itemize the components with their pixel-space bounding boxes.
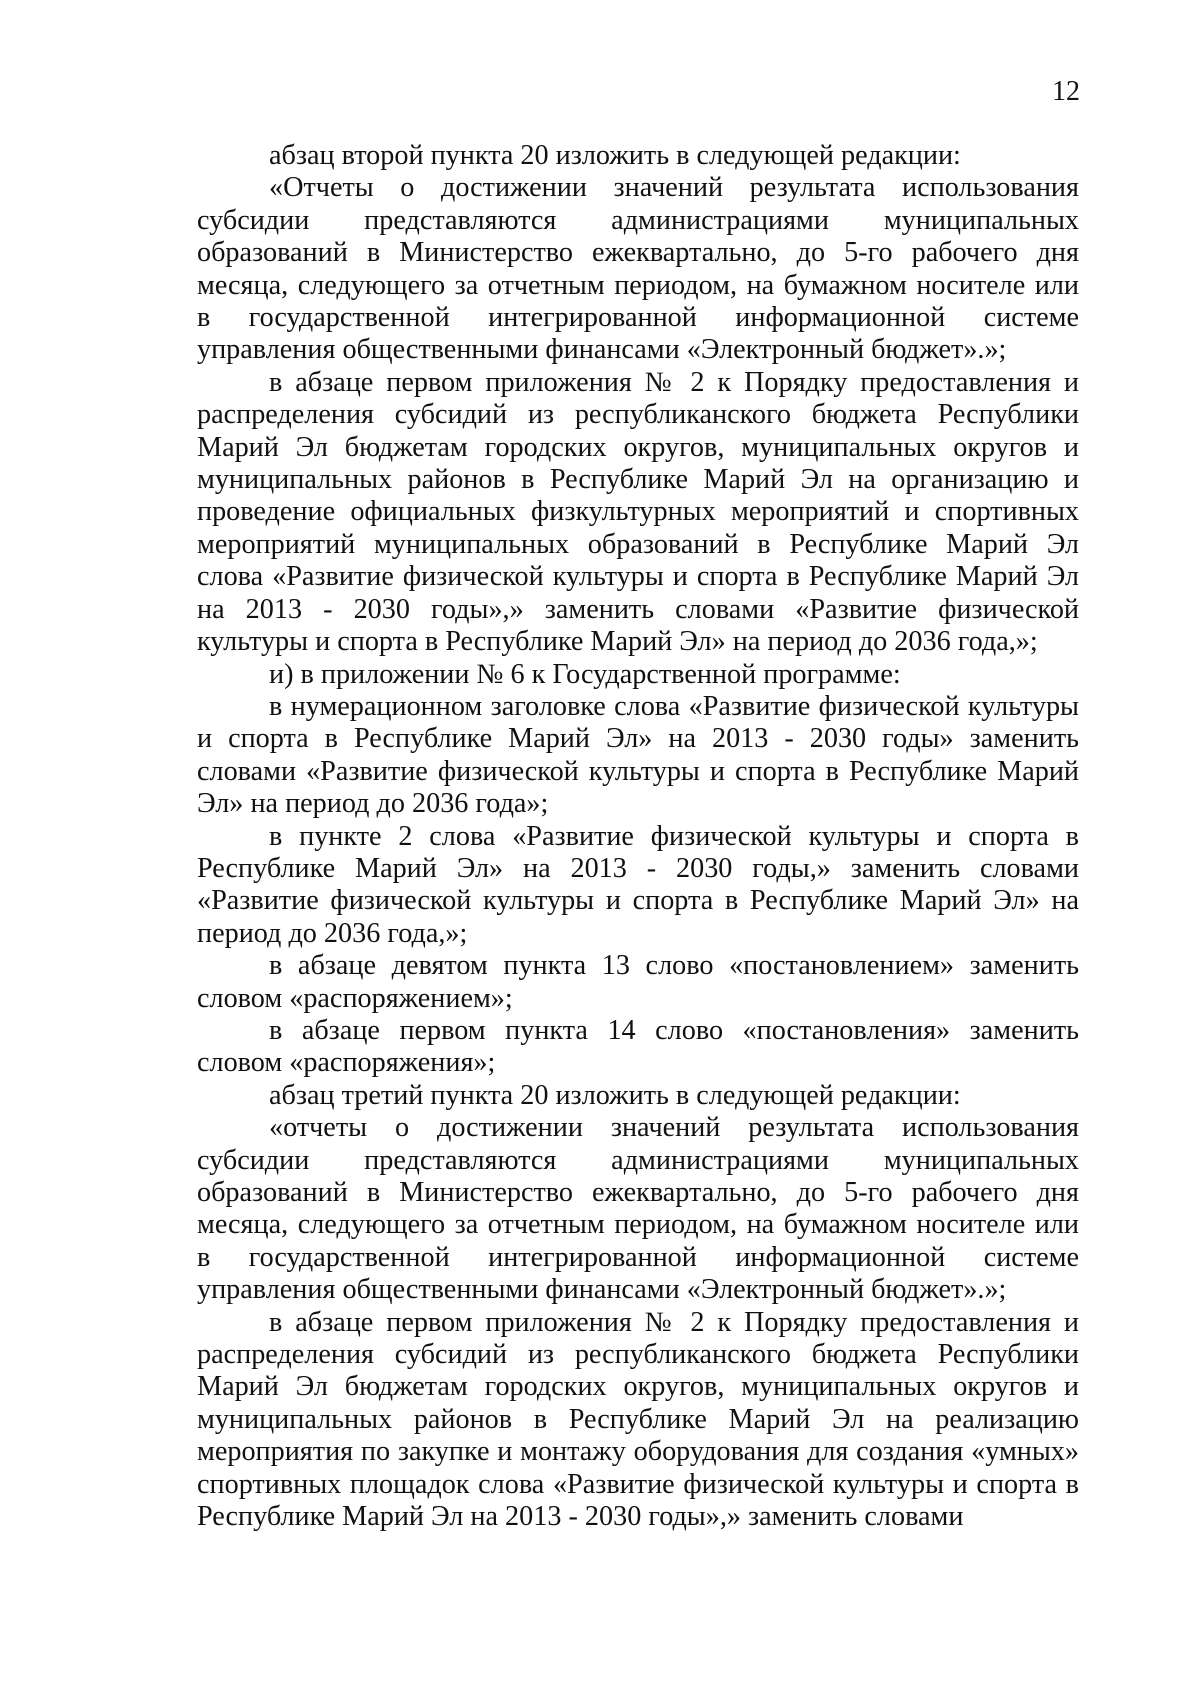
paragraph: в абзаце девятом пункта 13 слово «постановлением» заменить словом «распоряжением»; (197, 950, 1079, 1014)
paragraph: абзац третий пункта 20 изложить в следующей редакции: (269, 1079, 961, 1111)
paragraph: абзац второй пункта 20 изложить в следующей редакции: (269, 140, 961, 171)
paragraph: «Отчеты о достижении значений результата использования субсидии представляются администрациями муниципальных образований в Министерство ежеквартально, до 5-го рабочего дня месяца, следующего за отчетным периодом, на бумажном носителе или в государственной интегрированной информационной системе управления общественными финансами «Электронный бюджет».»; (197, 172, 1079, 366)
paragraph: в нумерационном заголовке слова «Развитие физической культуры и спорта в Республике Марий Эл» на 2013 - 2030 годы» заменить словами «Развитие физической культуры и спорта в Республике Марий Эл» на период до 2036 года»; (197, 690, 1079, 820)
document-body (197, 140, 1079, 1533)
page-number: 12 (1052, 76, 1080, 107)
paragraph: в абзаце первом приложения № 2 к Порядку предоставления и распределения субсидий из республиканского бюджета Республики Марий Эл бюджетам городских округов, муниципальных округов и муниципальных районов в Республике Марий Эл на реализацию мероприятия по закупке и монтажу оборудования для создания «умных» спортивных площадок слова «Развитие физической культуры и спорта в Республике Марий Эл на 2013 - 2030 годы»,» заменить словами (197, 1306, 1079, 1533)
paragraph: в пункте 2 слова «Развитие физической культуры и спорта в Республике Марий Эл» на 2013 - 2030 годы,» заменить словами «Развитие физической культуры и спорта в Республике Марий Эл» на период до 2036 года,»; (197, 820, 1079, 949)
paragraph: «отчеты о достижении значений результата использования субсидии представляются администрациями муниципальных образований в Министерство ежеквартально, до 5-го рабочего дня месяца, следующего за отчетным периодом, на бумажном носителе или в государственной интегрированной информационной системе управления общественными финансами «Электронный бюджет».»; (197, 1112, 1079, 1306)
paragraph: в абзаце первом приложения № 2 к Порядку предоставления и распределения субсидий из республиканского бюджета Республики Марий Эл бюджетам городских округов, муниципальных округов и муниципальных районов в Республике Марий Эл на организацию и проведение официальных физкультурных мероприятий и спортивных мероприятий муниципальных образований в Республике Марий Эл слова «Развитие физической культуры и спорта в Республике Марий Эл на 2013 - 2030 годы»,» заменить словами «Развитие физической культуры и спорта в Республике Марий Эл» на период до 2036 года,»; (197, 366, 1079, 658)
paragraph: в абзаце первом пункта 14 слово «постановления» заменить словом «распоряжения»; (197, 1014, 1079, 1079)
paragraph: и) в приложении № 6 к Государственной программе: (269, 658, 901, 690)
